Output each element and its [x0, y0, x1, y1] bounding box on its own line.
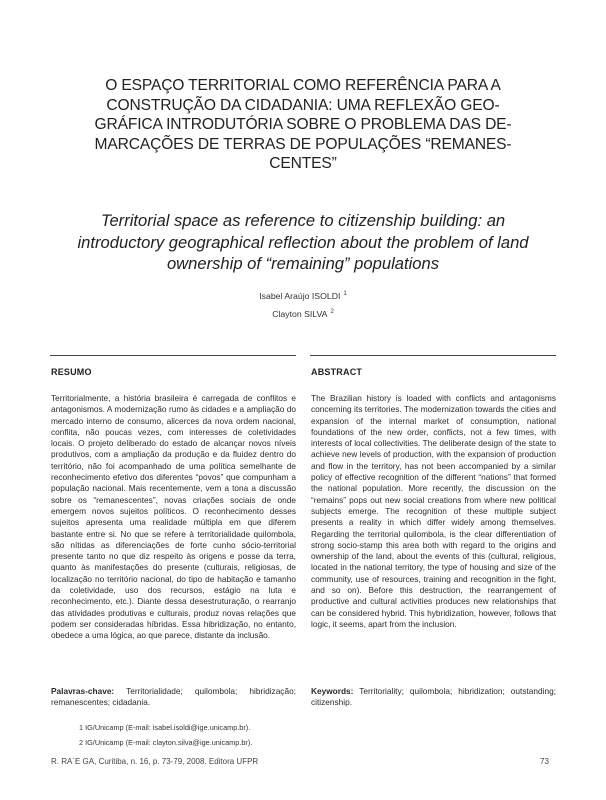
footnote-mark: 2 — [79, 738, 84, 747]
resumo-heading: RESUMO — [51, 367, 92, 377]
footer-citation: R. RA´E GA, Curitiba, n. 16, p. 73-79, 2008. Editora UFPR — [51, 757, 259, 766]
abstract-text: The Brazilian history is loaded with conflicts and antagonisms concerning its territories. The modernization towards the cities and expansion of the internal market of consumption, national foundations of the new order, conflicts, not a few times, with interests of local collectivities. The deliberate design of the state to achieve new levels of production, with the expansion of production and flow in the territory, has not been accompanied by a similar policy of effective recognition of the different “nations” that formed the national population. More recently, the discussion on the “remains” pops out new social creations from where new political subjects emerge. The recognition of these multiple subject presents a reality in which differ widely among themselves. Regarding the territorial quilombola, is the clear differentiation of strong socio-stamp this area both with regard to the origins and ownership of the land, about the events of this (cultural, religious, located in the national territory, the type of housing and size of the community, use of resources, training and recognition in the fight, and so on). Before this destruction, the rearrangement of productive and cultural activities produces new relationships that can be considered hybrid. This hybridization, however, follows that logic, it seems, apart from the inclusion. — [311, 393, 556, 629]
author-name: Isabel Araújo ISOLDI — [259, 291, 341, 301]
page-number: 73 — [540, 757, 549, 766]
title-pt-line: CENTES” — [269, 155, 337, 173]
abstract-body — [311, 393, 556, 630]
title-pt-line: O ESPAÇO TERRITORIAL COMO REFERÊNCIA PARA A — [105, 77, 501, 94]
author-mark: 2 — [330, 309, 334, 316]
title-portuguese — [40, 76, 566, 174]
abstract-keywords — [311, 686, 556, 709]
footnote-text: IG/Unicamp (E-mail: isabel.isoldi@ige.unicamp.br). — [85, 723, 251, 732]
title-pt-line: GRÁFICA INTRODUTÓRIA SOBRE O PROBLEMA DAS DE- — [94, 116, 512, 134]
author-2 — [0, 309, 606, 319]
footnote-1 — [79, 723, 250, 732]
footnote-text: IG/Unicamp (E-mail: clayton.silva@ige.unicamp.br). — [85, 738, 253, 747]
author-name: Clayton SILVA — [272, 309, 328, 319]
resumo-text: Territorialmente, a história brasileira é carregada de conflitos e antagonismos. A modernização rumo às cidades e a ampliação do mercado interno de consumo, alicerces da nova ordem nacional, conflita, não poucas vezes, com interesses de coletividades locais. O projeto deliberado do estado de alcançar novos níveis produtivos, com a ampliação da produção e da fluidez dentro do território, não foi acompanhado de uma política semelhante de reconhecimento efetivo dos diferentes “povos” que compunham a população nacional. Mais recentemente, vem a tona a discussão sobre os “remanescentes”, novas criações sociais de onde emergem novos sujeitos políticos. O reconhecimento desses sujeitos apresenta uma realidade múltipla em que diferem bastante entre si. No que se refere à territorialidade quilombola, são nítidas as diferenciações de forte cunho sócio-territorial presente tanto no que diz respeito às origens e posse da terra, quanto às manifestações do presente (culturais, religiosas, de localização no território nacional, do tipo de habitação e tamanho da coletividade, uso dos recursos, estágio na luta e reconhecimento, etc.). Diante dessa desestruturação, o rearranjo das atividades produtivas e culturais, produz novas relações que podem ser consideradas híbridas. Essa hibridização, no entanto, obedece a uma lógica, ao que parece, distante da inclusão. — [51, 393, 296, 641]
title-pt-line: CONSTRUÇÃO DA CIDADANIA: UMA REFLEXÃO GEO- — [106, 96, 500, 114]
footnote-2 — [79, 738, 252, 747]
abstract-heading: ABSTRACT — [311, 367, 363, 377]
resumo-keywords — [51, 686, 296, 709]
divider-left — [50, 355, 296, 356]
title-en-line: ownership of “remaining” populations — [166, 254, 440, 273]
title-en-line: introductory geographical reflection about the problem of land — [77, 232, 529, 252]
title-english — [40, 210, 566, 275]
keywords-text: Territorialidade; quilombola; hibridização; remanescentes; cidadania. — [51, 686, 296, 708]
divider-right — [310, 355, 556, 356]
author-1 — [0, 291, 606, 301]
keywords-label: Palavras-chave: — [51, 686, 115, 696]
title-en-line: Territorial space as reference to citizenship building: an — [100, 211, 506, 230]
author-mark: 1 — [343, 291, 347, 298]
title-pt-line: MARCAÇÕES DE TERRAS DE POPULAÇÕES “REMANES- — [94, 135, 512, 153]
keywords-label: Keywords: — [311, 686, 354, 696]
footnote-mark: 1 — [79, 723, 84, 732]
keywords-text: Territoriality; quilombola; hibridization; outstanding; citizenship. — [311, 686, 556, 708]
resumo-body — [51, 393, 296, 642]
